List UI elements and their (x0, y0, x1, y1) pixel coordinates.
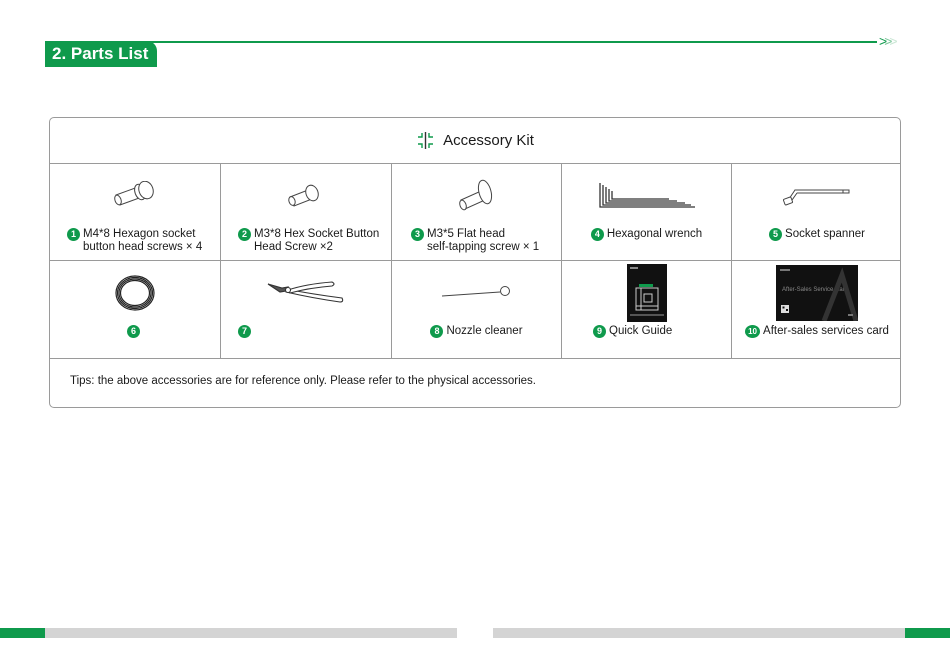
part-label: 10 After-sales services card (732, 325, 901, 338)
chevron-right-icon: >>> (879, 33, 895, 49)
part-cell (391, 164, 561, 260)
accessory-kit-header (50, 118, 900, 164)
part-label: 5 Socket spanner (732, 228, 901, 241)
part-label: 1 M4*8 Hexagon socket button head screws × 4 (50, 228, 220, 254)
hex-wrench-icon (562, 164, 731, 228)
part-label: 2 M3*8 Hex Socket Button Head Screw ×2 (221, 228, 391, 254)
service-card-text: After-Sales Service Card (782, 287, 849, 293)
part-cell (220, 261, 391, 358)
footer-bar-accent-left (0, 628, 45, 638)
part-label: 4 Hexagonal wrench (562, 228, 731, 241)
quick-guide-icon (562, 261, 731, 325)
accessory-kit-title: Accessory Kit (443, 132, 534, 149)
part-cell (731, 164, 901, 260)
service-card-icon (732, 261, 901, 325)
socket-spanner-icon (732, 164, 901, 228)
parts-grid (50, 164, 900, 359)
part-cell (50, 164, 220, 260)
section-header (45, 33, 905, 69)
filament-coil-icon (50, 261, 220, 325)
footer-bar-accent-right (905, 628, 950, 638)
parts-row (50, 164, 900, 261)
parts-row (50, 261, 900, 359)
accessory-kit-icon (416, 131, 435, 150)
part-label: 8 Nozzle cleaner (392, 325, 561, 338)
part-cell (220, 164, 391, 260)
part-cell (561, 261, 731, 358)
part-cell (731, 261, 901, 358)
screw-icon (221, 164, 391, 228)
part-label: 7 (221, 325, 391, 338)
part-label: 6 (50, 325, 220, 338)
header-rule (45, 41, 877, 43)
accessory-kit-table (49, 117, 901, 408)
part-cell (561, 164, 731, 260)
part-cell (391, 261, 561, 358)
screw-icon (50, 164, 220, 228)
part-label: 3 M3*5 Flat head self-tapping screw × 1 (392, 228, 561, 254)
part-cell (50, 261, 220, 358)
screw-icon (392, 164, 561, 228)
section-title: 2. Parts List (45, 41, 157, 67)
footer-bar-left (45, 628, 457, 638)
tips-note: Tips: the above accessories are for reference only. Please refer to the physical accessories. (70, 375, 536, 387)
cutter-pliers-icon (221, 261, 391, 325)
nozzle-cleaner-icon (392, 261, 561, 325)
footer-bar-right (493, 628, 905, 638)
part-label: 9 Quick Guide (562, 325, 731, 338)
